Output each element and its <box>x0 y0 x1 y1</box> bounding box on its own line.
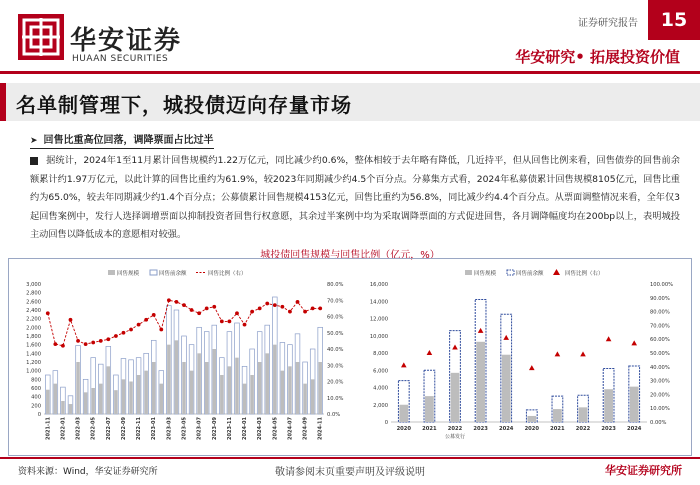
x-tick-label: 2023-11 <box>226 417 233 440</box>
y-tick-left: 4,000 <box>373 385 388 392</box>
x-tick-label: 2024-07 <box>287 417 294 440</box>
ratio-point <box>84 342 88 346</box>
tagline: 华安研究• 拓展投资价值 <box>515 48 680 66</box>
ratio-point <box>122 331 126 335</box>
bar-putback <box>54 384 57 414</box>
y-tick-left: 2,200 <box>26 316 41 323</box>
y-tick-left: 2,000 <box>373 402 388 409</box>
y-tick-right: 60.0% <box>327 314 344 321</box>
x-tick-label: 2022-05 <box>90 417 97 440</box>
y-tick-right: 20.00% <box>650 392 670 399</box>
footer-divider <box>0 457 700 459</box>
y-tick-right: 20.0% <box>327 379 344 386</box>
y-tick-right: 10.0% <box>327 395 344 402</box>
bar-putback <box>476 342 485 422</box>
bar-putback <box>190 371 193 414</box>
ratio-point <box>144 318 148 322</box>
x-tick-label: 2024-03 <box>257 417 264 440</box>
x-tick-label: 2023-09 <box>211 417 218 440</box>
ratio-point <box>235 311 239 315</box>
bar-putback <box>399 405 408 422</box>
y-tick-right: 100.00% <box>650 282 674 288</box>
bar-putback <box>265 353 268 414</box>
bar-putback <box>197 353 200 414</box>
x-tick-label: 2023-07 <box>196 417 203 440</box>
y-tick-left: 800 <box>31 377 41 384</box>
ratio-marker <box>401 362 407 367</box>
y-tick-right: 80.00% <box>650 309 670 316</box>
bar-putback <box>228 366 231 414</box>
group-label: 公募发行 <box>444 434 466 440</box>
ratio-point <box>296 300 300 304</box>
bar-putback <box>630 387 639 422</box>
bar-putback <box>137 375 140 414</box>
bar-putback <box>144 371 147 414</box>
bar-putback <box>318 362 321 414</box>
ratio-point <box>265 302 269 306</box>
ratio-point <box>106 337 110 341</box>
x-tick-label: 2021 <box>422 426 437 432</box>
bar-putback <box>451 373 460 422</box>
legend-label-ratio: 回售比例（右） <box>208 271 247 277</box>
y-tick-left: 1,000 <box>26 368 41 375</box>
ratio-point <box>46 311 50 315</box>
ratio-point <box>167 298 171 302</box>
bar-putback <box>235 358 238 414</box>
y-tick-right: 10.00% <box>650 406 670 413</box>
x-tick-label: 2023 <box>473 426 488 432</box>
sub-heading-text: 回售比重高位回落，调降票面占比过半 <box>43 135 214 146</box>
x-tick-label: 2023 <box>601 426 616 432</box>
figure-title: 城投债回售规模与回售比例（亿元，%） <box>260 250 440 261</box>
bar-putback <box>258 362 261 414</box>
x-tick-label: 2023-03 <box>166 417 173 440</box>
ratio-point <box>311 306 315 310</box>
y-tick-right: 50.00% <box>650 351 670 357</box>
x-tick-label: 2022-11 <box>136 417 143 440</box>
legend-label-ratio: 回售比例（右） <box>565 271 604 277</box>
bar-putback <box>114 390 117 414</box>
ratio-point <box>258 306 262 310</box>
annual-putback-chart <box>357 262 690 452</box>
y-tick-left: 1,800 <box>26 334 41 340</box>
legend-label-putback: 回售规模 <box>474 271 497 277</box>
y-tick-left: 2,400 <box>26 308 41 314</box>
ratio-point <box>197 311 201 315</box>
legend-swatch-balance <box>507 270 514 275</box>
bar-putback <box>205 362 208 414</box>
bar-putback <box>288 366 291 414</box>
bar-putback <box>553 409 562 422</box>
bar-putback <box>281 371 284 414</box>
ratio-point <box>91 341 95 345</box>
y-tick-left: 2,000 <box>26 325 41 332</box>
y-tick-left: 1,400 <box>26 351 41 358</box>
x-tick-label: 2024-01 <box>242 417 249 440</box>
y-tick-left: 2,600 <box>26 299 41 306</box>
bar-putback <box>425 396 434 422</box>
y-tick-left: 0 <box>37 412 41 418</box>
ratio-point <box>250 310 254 314</box>
ratio-point <box>243 323 247 327</box>
bar-putback <box>182 362 185 414</box>
x-tick-label: 2024-09 <box>302 417 309 440</box>
ratio-point <box>228 319 232 323</box>
body-paragraph <box>30 152 680 245</box>
bar-putback <box>61 401 64 414</box>
ratio-point <box>159 328 163 332</box>
x-tick-label: 2024-05 <box>272 417 279 440</box>
bar-putback <box>69 404 72 414</box>
y-tick-right: 50.0% <box>327 330 344 337</box>
y-tick-right: 40.00% <box>650 364 670 371</box>
bar-putback <box>250 375 253 414</box>
bar-putback <box>273 345 276 414</box>
legend-label-balance: 回售前余额 <box>516 271 544 277</box>
ratio-marker <box>631 340 637 345</box>
bar-putback <box>99 384 102 414</box>
bar-putback <box>152 362 155 414</box>
y-tick-right: 70.00% <box>650 323 670 330</box>
ratio-point <box>303 310 307 314</box>
ratio-point <box>53 342 57 346</box>
x-tick-label: 2022 <box>575 426 591 432</box>
bar-putback <box>167 345 170 414</box>
x-tick-label: 2021 <box>550 426 565 432</box>
logo-english-name: HUAAN SECURITIES <box>72 54 169 64</box>
y-tick-left: 1,200 <box>26 360 41 366</box>
y-tick-left: 14,000 <box>369 299 388 306</box>
bar-putback <box>604 389 613 422</box>
x-tick-label: 2022-07 <box>105 417 112 440</box>
ratio-point <box>182 303 186 307</box>
square-bullet-icon <box>30 157 38 165</box>
ratio-point <box>76 339 80 343</box>
x-tick-label: 2024-11 <box>317 417 324 440</box>
x-tick-label: 2022-01 <box>60 417 67 440</box>
bar-putback <box>46 390 49 414</box>
ratio-point <box>152 313 156 317</box>
ratio-marker <box>555 351 561 356</box>
y-tick-left: 200 <box>31 403 41 410</box>
arrow-icon: ➤ <box>30 136 38 146</box>
y-tick-right: 60.00% <box>650 337 670 344</box>
y-tick-left: 0 <box>384 420 388 426</box>
bar-putback <box>129 382 132 415</box>
x-tick-label: 2020 <box>524 426 540 432</box>
y-tick-right: 0.0% <box>327 412 341 418</box>
y-tick-right: 90.00% <box>650 295 670 302</box>
ratio-point <box>137 323 141 327</box>
bar-putback <box>91 388 94 414</box>
x-tick-label: 2022 <box>447 426 463 432</box>
bar-putback <box>502 355 511 422</box>
ratio-point <box>318 306 322 310</box>
legend-label-balance: 回售前余额 <box>159 271 187 277</box>
logo-name: 华安证券 <box>70 26 183 56</box>
section-title: 名单制管理下，城投债迈向存量市场 <box>16 93 352 117</box>
legend-swatch-balance <box>150 270 157 275</box>
ratio-point <box>288 310 292 314</box>
logo-icon <box>18 14 64 60</box>
bar-putback <box>122 379 125 414</box>
x-tick-label: 2022-09 <box>120 417 127 440</box>
report-type: 证券研究报告 <box>578 18 638 29</box>
ratio-point <box>220 319 224 323</box>
x-tick-label: 2020 <box>396 426 412 432</box>
y-tick-left: 3,000 <box>26 282 41 288</box>
sub-heading <box>30 131 214 149</box>
ratio-point <box>99 339 103 343</box>
y-tick-right: 30.0% <box>327 363 344 370</box>
header-divider <box>0 71 700 74</box>
y-tick-left: 400 <box>31 394 41 401</box>
legend-swatch-putback <box>465 270 472 275</box>
footer-brand: 华安证券研究所 <box>605 464 682 477</box>
bar-putback <box>175 340 178 414</box>
x-tick-label: 2021-11 <box>45 417 52 440</box>
bar-putback <box>213 349 216 414</box>
disclaimer-link[interactable]: 敬请参阅末页重要声明及评级说明 <box>275 467 425 478</box>
bar-putback <box>160 384 163 414</box>
y-tick-left: 1,600 <box>26 342 41 349</box>
page-number: 15 <box>648 0 700 40</box>
y-tick-right: 70.0% <box>327 298 344 305</box>
legend-label-putback: 回售规模 <box>117 271 140 277</box>
x-tick-label: 2023-01 <box>151 417 158 440</box>
ratio-marker <box>529 365 535 370</box>
data-source: 资料来源：Wind，华安证券研究所 <box>18 467 158 477</box>
y-tick-left: 12,000 <box>369 316 388 323</box>
ratio-marker <box>427 350 433 355</box>
body-paragraph-text: 据统计，2024年1至11月累计回售规模约1.22万亿元，同比减少约0.6%，整体相较于去年略有降低，几近持平，但从回售比例来看，回售债券的回售前余额累计约1.97万亿元，以此计算的回售比重约为61.9%，较2023年同期减少约4.5个百分点。分募集方式看，2024年私募债累计回售规模8105亿元，回售比重约为65.0%，较去年同期减少约1.4个百分点；公募债累计回售规模4153亿元，回售比重约为56.8%，同比减少约4.4个百分点。从票面调整情况来看，全年仅3起回售案例中，发行人选择调增票面以抑制投资者回售行权意愿，其余过半案例中均为采取调降票面的方式促进回售，各月调降幅度均在200bp以上，表明城投主动回售以降低成本的意愿相对较强。 <box>30 155 680 240</box>
y-tick-right: 80.0% <box>327 282 344 288</box>
x-tick-label: 2024 <box>626 426 642 432</box>
legend-swatch-ratio <box>553 269 560 275</box>
ratio-point <box>61 344 65 348</box>
y-tick-left: 16,000 <box>369 282 388 288</box>
x-tick-label: 2023-05 <box>181 417 188 440</box>
ratio-marker <box>606 336 612 341</box>
ratio-point <box>280 305 284 309</box>
page-header <box>0 0 700 76</box>
y-tick-left: 10,000 <box>369 333 388 340</box>
ratio-point <box>273 303 277 307</box>
section-title-band <box>0 83 700 121</box>
bar-putback <box>107 366 110 414</box>
bar-putback <box>296 362 299 414</box>
ratio-point <box>114 334 118 338</box>
y-tick-left: 2,800 <box>26 290 41 297</box>
ratio-point <box>205 306 209 310</box>
y-tick-right: 40.0% <box>327 347 344 353</box>
bar-putback <box>220 375 223 414</box>
ratio-point <box>190 308 194 312</box>
monthly-putback-chart <box>12 262 357 452</box>
y-tick-left: 6,000 <box>373 368 388 375</box>
ratio-point <box>212 305 216 309</box>
legend-swatch-putback <box>108 270 115 275</box>
y-tick-left: 8,000 <box>373 351 388 357</box>
ratio-point <box>69 318 73 322</box>
bar-putback <box>303 384 306 414</box>
x-tick-label: 2022-03 <box>75 417 82 440</box>
y-tick-left: 600 <box>31 386 41 392</box>
bar-putback <box>311 379 314 414</box>
bar-putback <box>84 392 87 414</box>
y-tick-right: 0.00% <box>650 420 667 426</box>
y-tick-right: 30.00% <box>650 378 670 385</box>
bar-putback <box>579 407 588 422</box>
bar-putback <box>76 362 79 414</box>
ratio-marker <box>580 351 586 356</box>
ratio-point <box>129 328 133 332</box>
bar-putback <box>243 384 246 414</box>
bar-putback <box>527 416 536 422</box>
x-tick-label: 2024 <box>498 426 514 432</box>
ratio-point <box>175 300 179 304</box>
